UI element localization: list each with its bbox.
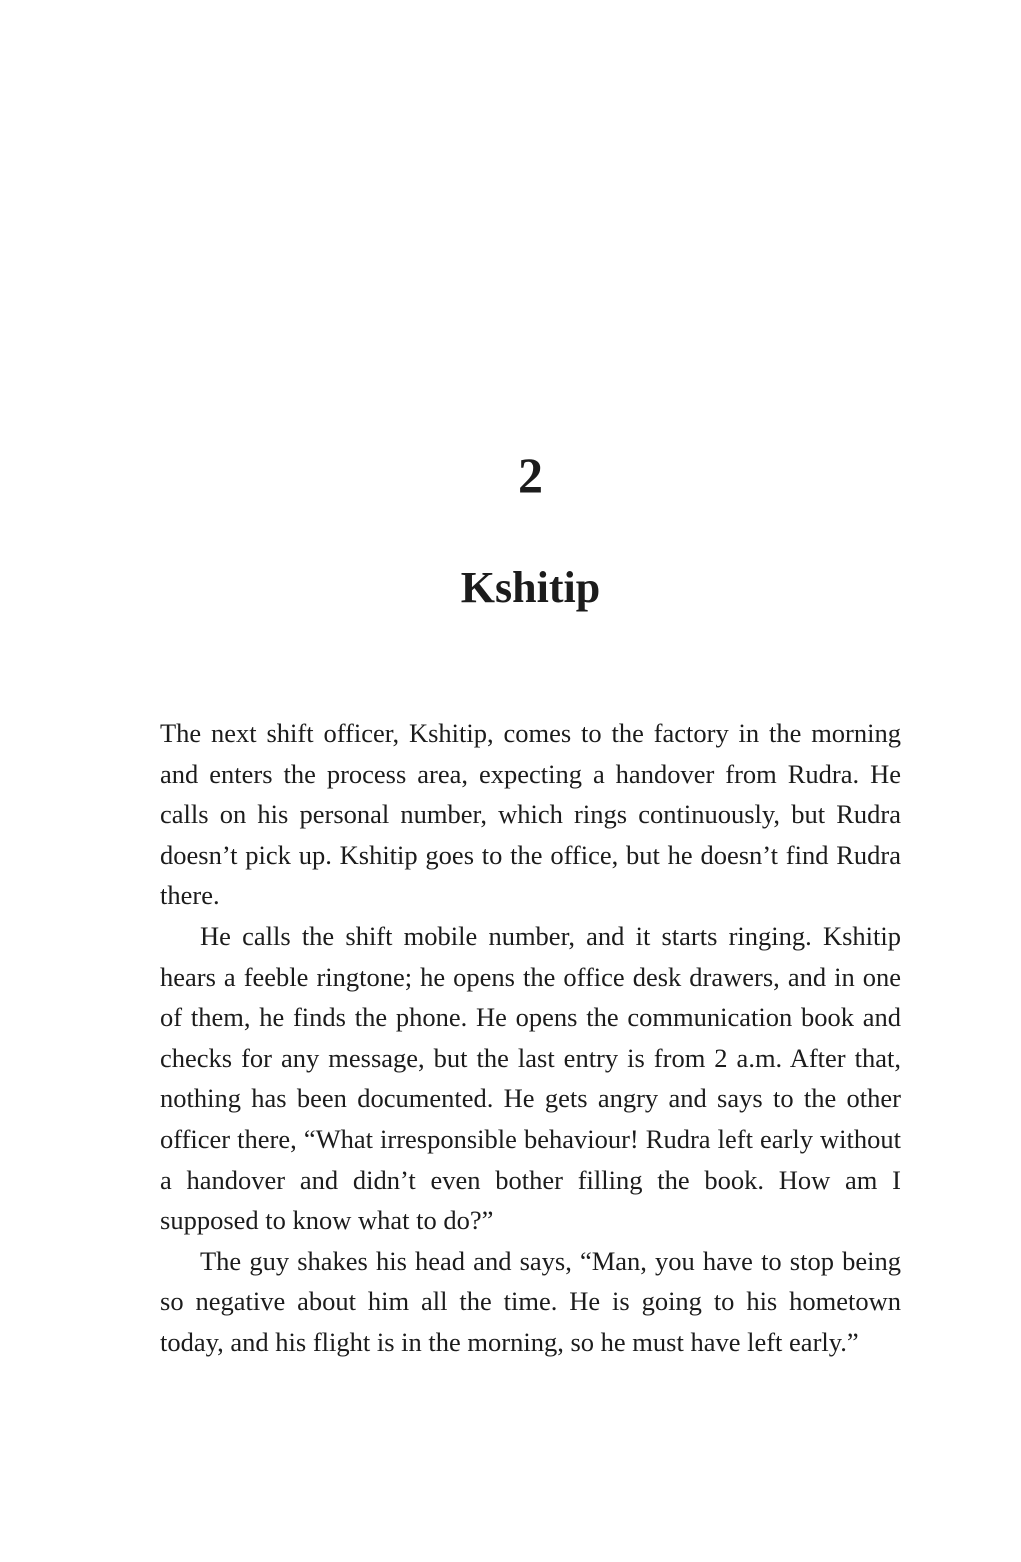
paragraph: He calls the shift mobile number, and it starts ringing. Kshitip hears a feeble ringtone; he opens the office desk drawers, and in one of them, he finds the phone. He opens the communication book and checks for any message, but the last entry is from 2 a.m. After that, nothing has been documented. He gets angry and says to the other officer there, “What irresponsible behaviour! Rudra left early without a handover and didn’t even bother filling the book. How am I supposed to know what to do?” [160,920,901,1236]
paragraph: The next shift officer, Kshitip, comes to the factory in the morning and enters the process area, expecting a handover from Rudra. He calls on his personal number, which rings continuously, but Rudra doesn’t pick up. Kshitip goes to the office, but he doesn’t find Rudra there. [160,718,901,911]
paragraph: The guy shakes his head and says, “Man, you have to stop being so negative about him all the time. He is going to his hometown today, and his flight is in the morning, so he must have left early.” [160,1245,901,1357]
chapter-number: 2 [518,447,543,503]
chapter-title: Kshitip [460,563,601,612]
chapter-body [160,713,901,1363]
